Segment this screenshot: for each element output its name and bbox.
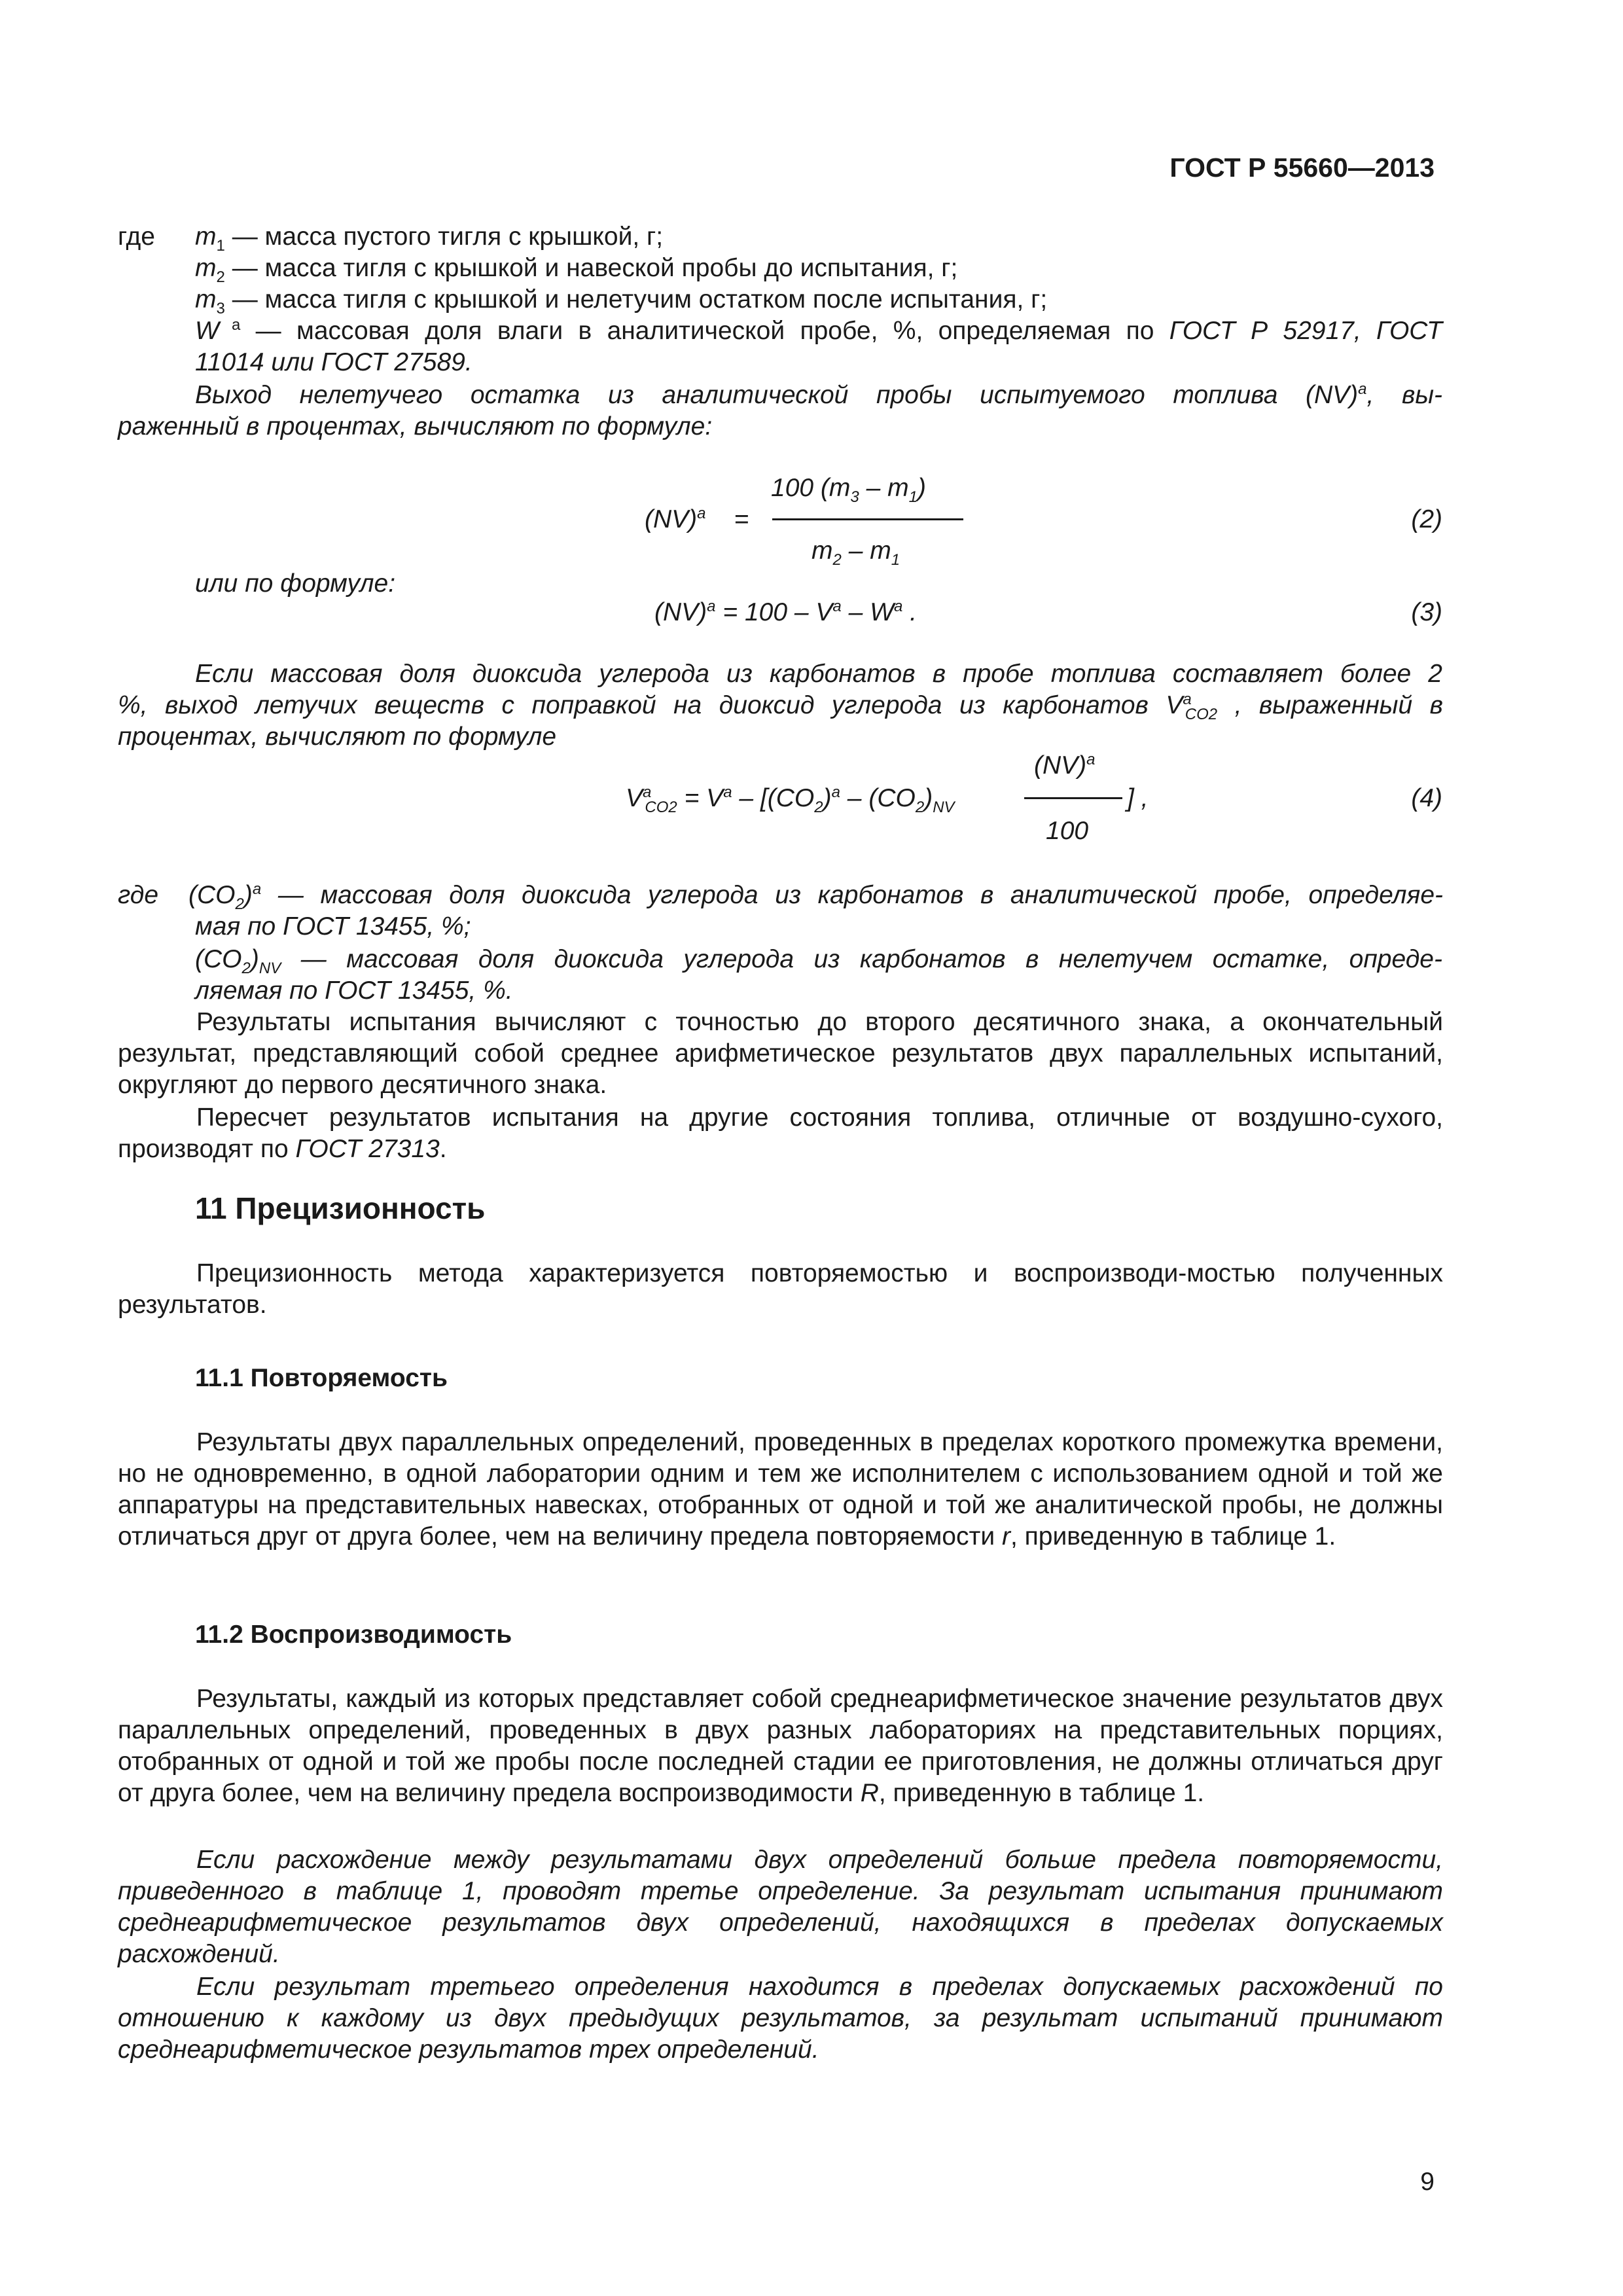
def-m1 — [195, 221, 663, 253]
formula2-fraction-bar — [772, 518, 963, 520]
formula2-numerator: 100 $(m_3 - m_1)$ — [771, 474, 926, 506]
section-11-intro: Прецизионность метода характеризуется повторяемостью и воспроизводи-мостью полученных результатов. — [118, 1259, 1443, 1319]
co2-intro-line3: процентах, вычисляют по формуле — [118, 723, 557, 751]
section-11-2-italic-2: Если результат третьего определения находится в пределах допускаемых расхождений по отношению к каждому из двух предыдущих результатов, за результат испытаний принимают среднеарифметическое результатов трех определений. — [118, 1973, 1443, 2064]
sub-m3: 3 — [216, 299, 225, 317]
section-11-1-text: Результаты двух параллельных определений, проведенных в пределах короткого промежутка времени, но не одновременно, в одной лаборатории одним и тем же исполнителем с использованием одной и той же аппаратуры на представительных навесках, отобранных от одной и той же аналитической пробы, не должны отличаться друг от друга более, чем на величину предела повторяемости r, приведенную в таблице 1. — [118, 1428, 1443, 1551]
where-label-2: где — [118, 881, 159, 909]
nv-intro-text-a: Выход нелетучего остатка из аналитической пробы испытуемого топлива (NV) — [195, 381, 1359, 409]
section-11-1-title: 11.1 Повторяемость — [195, 1364, 448, 1392]
sub-m1: 1 — [216, 236, 225, 255]
def-co2a-line1: $(CO_2)^a$ — массовая доля диоксида углерода из карбонатов в аналитической пробе, определяе- — [188, 880, 1443, 913]
section-11-2-text: Результаты, каждый из которых представляет собой среднеарифметическое значение результатов двух параллельных определений, проведенных в двух разных лабораториях на представительных порциях, отобранных от одной и той же пробы после последней стадии ее приготовления, не должны отличаться друг от друга более, чем на величину предела воспроизводимости R, приведенную в таблице 1. — [118, 1685, 1443, 1807]
var-m1: m — [195, 223, 217, 251]
co2-intro-line2: %, выход летучих веществ с поправкой на диоксид углерода из карбонатов $V^a_{CO2}$ , выраженный в — [118, 691, 1444, 723]
formula4-main: $V^a_{CO2} = V^a - [(CO_2)^a - (CO_2)_{NV}$ — [626, 783, 955, 816]
formula4-close: ] , — [1127, 784, 1149, 812]
def-w — [195, 315, 1442, 347]
section-11-title: 11 Прецизионность — [195, 1191, 486, 1225]
section-11-2-title: 11.2 Воспроизводимость — [195, 1621, 512, 1649]
def-m2 — [195, 253, 957, 284]
def-co2a-line2: мая по ГОСТ 13455, %; — [195, 912, 471, 941]
def-w-text: — массовая доля влаги в аналитической пробе, %, определяемая по — [240, 317, 1169, 345]
formula2-denominator: $m_2 - m_1$ — [812, 537, 901, 569]
co2-intro-line1: Если массовая доля диоксида углерода из карбонатов в пробе топлива составляет более 2 — [195, 660, 1442, 688]
var-m3: m — [195, 285, 217, 314]
def-m3-text: — масса тигля с крышкой и нелетучим остатком после испытания, г; — [224, 285, 1048, 314]
where-label: где — [118, 223, 155, 251]
formula2-number: (2) — [1411, 505, 1442, 533]
nv-intro-text-b: , вы- — [1366, 381, 1442, 409]
or-formula-label: или по формуле: — [195, 569, 396, 598]
var-w: W — [195, 317, 219, 345]
results-paragraph: Результаты испытания вычисляют с точностью до второго десятичного знака, а окончательный результат, представляющий собой среднее арифметическое результатов двух параллельных испытаний, округляют до первого десятичного знака. — [118, 1008, 1443, 1099]
formula2-lhs: (NV)$^a$ — [645, 505, 706, 533]
doc-code: ГОСТ Р 55660—2013 — [1169, 152, 1435, 183]
page-number: 9 — [1420, 2168, 1435, 2196]
section-11-2-italic-1: Если расхождение между результатами двух определений больше предела повторяемости, приведенного в таблице 1, проводят третье определение. За результат испытания принимают среднеарифметическое результатов двух определений, находящихся в пределах допускаемых расхождений. — [118, 1846, 1443, 1968]
var-m2: m — [195, 254, 217, 282]
sub-m2: 2 — [216, 268, 225, 286]
formula4-frac-denominator: 100 — [1046, 817, 1089, 845]
formula4-frac-numerator: (NV)$^a$ — [1034, 751, 1096, 780]
def-w-line2 — [195, 347, 473, 378]
formula4-number: (4) — [1411, 784, 1442, 812]
def-w-ref1: ГОСТ Р 52917, ГОСТ — [1169, 317, 1442, 345]
def-m1-text: — масса пустого тигля с крышкой, г; — [224, 223, 664, 251]
def-co2nv-line1: $(CO_2)_{NV}$ — массовая доля диоксида углерода из карбонатов в нелетучем остатке, опреде- — [195, 945, 1442, 977]
formula3-number: (3) — [1411, 598, 1442, 626]
nv-intro-sup: a — [1358, 380, 1367, 398]
formula2-eq: = — [734, 505, 749, 533]
sup-w: a — [219, 316, 241, 334]
nv-intro-line2: раженный в процентах, вычисляют по формуле: — [118, 412, 713, 440]
formula3: $(NV)^a = 100 - V^a - W^a$ . — [654, 598, 917, 626]
recalc-paragraph: Пересчет результатов испытания на другие состояния топлива, отличные от воздушно-сухого, производят по ГОСТ 27313. — [118, 1103, 1443, 1163]
def-m3 — [195, 284, 1047, 315]
def-m2-text: — масса тигля с крышкой и навеской пробы до испытания, г; — [224, 254, 958, 282]
def-w-end: . — [465, 348, 473, 376]
recalc-ref: ГОСТ 27313 — [295, 1135, 440, 1163]
nv-intro-line1 — [195, 380, 1442, 411]
formula4-fraction-bar — [1024, 797, 1122, 799]
def-w-ref2: 11014 или ГОСТ 27589 — [195, 348, 465, 376]
def-co2nv-line2: ляемая по ГОСТ 13455, %. — [195, 977, 513, 1005]
